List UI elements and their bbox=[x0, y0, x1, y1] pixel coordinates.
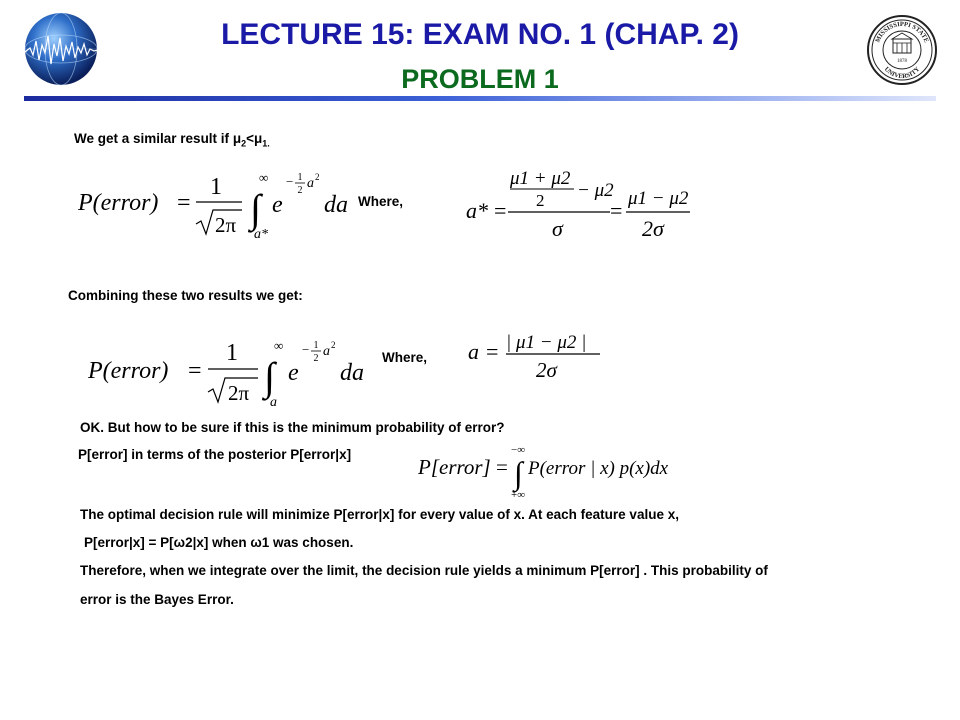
astar-lhs: a* bbox=[466, 198, 488, 223]
integrand: P(error | x) p(x)dx bbox=[528, 458, 669, 479]
seal-top-text: MISSISSIPPI STATE bbox=[874, 20, 930, 44]
two-sigma: 2σ bbox=[642, 216, 664, 241]
exp-base-2: e bbox=[288, 360, 299, 386]
mu-subscript-2: 2 bbox=[241, 138, 247, 149]
equals-sign: = bbox=[177, 190, 191, 216]
exp-base: e bbox=[272, 192, 283, 218]
minus-mu2: − μ2 bbox=[577, 180, 614, 201]
exp-a: a bbox=[307, 176, 314, 191]
rule-line-2: P[error|x] = P[ω2|x] when ω1 was chosen. bbox=[84, 535, 354, 550]
university-seal-icon bbox=[866, 12, 938, 88]
integral-sign: ∫ bbox=[250, 186, 261, 231]
mu-difference: μ1 − μ2 bbox=[628, 188, 689, 209]
perror-bracket: P[error] bbox=[418, 455, 491, 479]
perror-label-2: P(error) bbox=[88, 358, 169, 384]
exp-a-2: a bbox=[323, 344, 330, 359]
sum-over-two: 2 bbox=[536, 191, 545, 210]
exp-minus: − bbox=[286, 174, 294, 189]
lower-limit: a* bbox=[254, 227, 268, 242]
exp-half-num-2: 1 bbox=[313, 340, 319, 351]
mu-symbol: μ bbox=[232, 131, 242, 146]
exp-minus-2: − bbox=[302, 342, 310, 357]
sigma-denominator: σ bbox=[552, 216, 563, 241]
question-text: OK. But how to be sure if this is the minimum probability of error? bbox=[80, 420, 505, 435]
equation-perror-astar bbox=[78, 166, 358, 244]
page-subtitle: PROBLEM 1 bbox=[401, 64, 559, 94]
exp-sq: 2 bbox=[315, 172, 320, 182]
rule-line-1: The optimal decision rule will minimize P[error|x] for every value of x. At each feature value x, bbox=[80, 507, 679, 522]
equation-astar bbox=[462, 164, 694, 242]
integral-upper: −∞ bbox=[511, 444, 526, 456]
combining-text: Combining these two results we get: bbox=[68, 288, 303, 303]
astar-equals: = bbox=[494, 198, 507, 223]
globe-waveform-icon bbox=[22, 8, 100, 90]
exp-half-num: 1 bbox=[297, 172, 303, 183]
sqrt-radicand-2: 2π bbox=[228, 381, 250, 405]
header-divider bbox=[24, 96, 936, 101]
integral-equals: = bbox=[496, 455, 508, 479]
upper-limit-2: ∞ bbox=[274, 338, 284, 353]
exp-sq-2: 2 bbox=[331, 340, 336, 350]
less-than: < bbox=[246, 131, 254, 146]
page-title: LECTURE 15: EXAM NO. 1 (CHAP. 2) bbox=[221, 18, 739, 51]
differential-2: da bbox=[340, 360, 364, 386]
upper-limit: ∞ bbox=[259, 170, 269, 185]
abs-denominator: 2σ bbox=[536, 358, 557, 382]
equation-perror-a bbox=[88, 330, 378, 408]
intro-line bbox=[74, 131, 270, 149]
integral-sign-2: ∫ bbox=[264, 354, 275, 399]
abs-numerator: | μ1 − μ2 | bbox=[506, 332, 587, 353]
lower-limit-2: a bbox=[270, 395, 277, 408]
integral-sign-3: ∫ bbox=[514, 455, 523, 491]
a-lhs: a bbox=[468, 339, 479, 364]
where-label-1: Where, bbox=[358, 194, 404, 209]
integral-lower: +∞ bbox=[511, 489, 526, 500]
intro-prefix: We get a similar result if bbox=[74, 131, 233, 146]
perror-label: P(error) bbox=[78, 190, 159, 216]
posterior-text: P[error] in terms of the posterior P[error|x] bbox=[78, 447, 352, 462]
sqrt-radicand: 2π bbox=[215, 213, 237, 237]
mu-sum: μ1 + μ2 bbox=[510, 168, 571, 189]
rule-line-4: error is the Bayes Error. bbox=[80, 592, 234, 607]
mu-subscript-1: 1. bbox=[262, 138, 270, 149]
seal-year: 1878 bbox=[897, 59, 907, 64]
fraction-numerator-2: 1 bbox=[226, 340, 238, 366]
exp-half-den-2: 2 bbox=[313, 353, 319, 364]
seal-bottom-text: UNIVERSITY bbox=[882, 65, 922, 81]
second-equals: = bbox=[610, 198, 623, 223]
a-equals: = bbox=[486, 339, 499, 364]
exp-half-den: 2 bbox=[297, 185, 303, 196]
equation-a bbox=[466, 330, 606, 384]
equals-sign-2: = bbox=[188, 358, 202, 384]
equation-perror-integral bbox=[418, 442, 688, 500]
fraction-numerator: 1 bbox=[210, 174, 222, 200]
where-label-2: Where, bbox=[382, 350, 428, 365]
mu-symbol-2: μ bbox=[253, 131, 263, 146]
rule-line-3: Therefore, when we integrate over the limit, the decision rule yields a minimum P[error] . This probability of bbox=[80, 563, 768, 578]
differential: da bbox=[324, 192, 348, 218]
